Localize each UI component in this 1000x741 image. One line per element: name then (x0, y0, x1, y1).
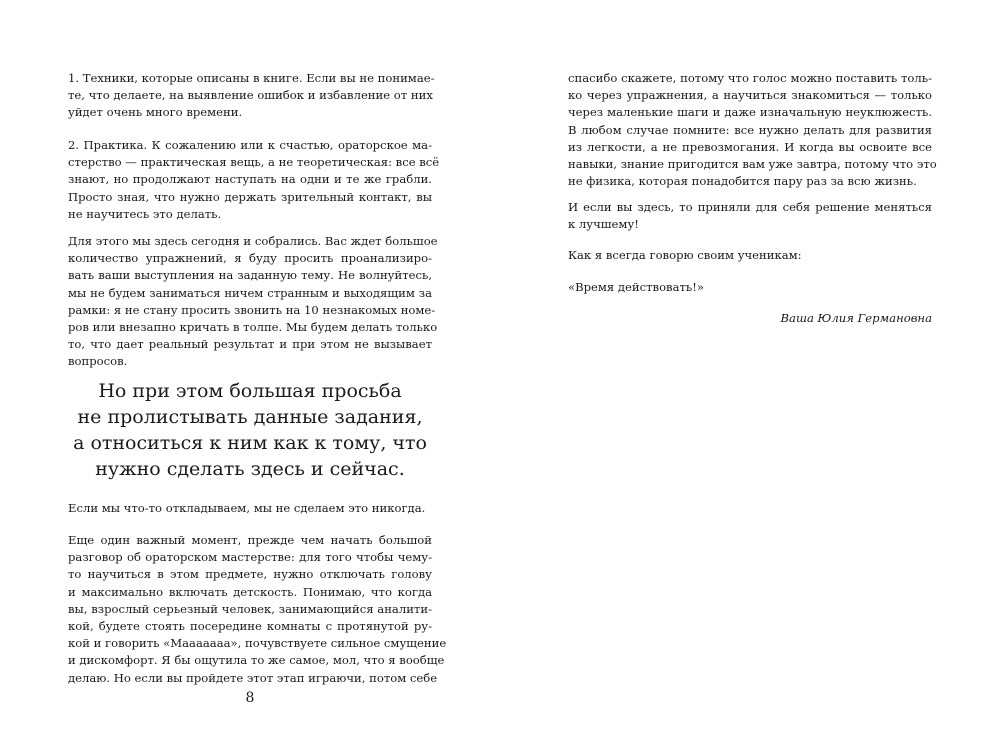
right-page (568, 0, 937, 741)
text-line: не научитесь это делать. (68, 206, 222, 221)
paragraph-exercises (68, 233, 438, 371)
text-line: через маленькие шаги и даже изначальную неуклюжесть. (568, 105, 932, 120)
text-line: Еще один важный момент, прежде чем начать большой (68, 533, 432, 547)
text-line: И если вы здесь, то приняли для себя решение меняться (568, 200, 932, 214)
author-signature: Ваша Юлия Германовна (780, 311, 932, 325)
quote-line: нужно сделать здесь и сейчас. (95, 458, 405, 480)
paragraph-techniques (68, 70, 435, 122)
text-line: кой, будете стоять посередине комнаты с протянутой ру- (68, 619, 432, 634)
left-page (68, 0, 447, 741)
quote-line: Но при этом большая просьба (98, 380, 402, 402)
paragraph-students (568, 247, 932, 264)
text-line: уйдет очень много времени. (68, 105, 243, 120)
text-line: мы не будем заниматься ничем странным и выходящим за (68, 285, 432, 300)
paragraph-gratitude (568, 70, 937, 190)
text-line: Просто зная, что нужно держать зрительный контакт, вы (68, 189, 432, 204)
page-number: 8 (245, 690, 255, 706)
text-line: Для этого мы здесь сегодня и собрались. Вас ждет большое (68, 234, 438, 248)
paragraph-motto (568, 279, 932, 296)
text-line: вать ваши выступления на заданную тему. Не волнуйтесь, (68, 268, 432, 283)
quote-line: а относиться к ним как к тому, что (73, 432, 427, 454)
text-line: количество упражнений, я буду просить проанализиро- (68, 251, 432, 266)
text-line: знают, но продолжают наступать на одни и те же грабли. (68, 172, 432, 187)
text-line: ко через упражнения, а научиться знакомиться — только (568, 88, 932, 103)
text-line: из легкости, а не превозмогания. И когда вы освоите все (568, 139, 932, 154)
text-line: «Время действовать!» (568, 280, 704, 294)
text-line: Если мы что-то откладываем, мы не сделаем это никогда. (68, 501, 426, 515)
text-line: вопросов. (68, 354, 128, 369)
text-line: к лучшему! (568, 217, 639, 232)
text-line: 2. Практика. К сожалению или к счастью, ораторское ма- (68, 138, 432, 152)
text-line: разговор об ораторском мастерстве: для того чтобы чему- (68, 550, 432, 565)
quote-line: не пролистывать данные задания, (77, 406, 423, 428)
paragraph-practice (68, 137, 440, 223)
text-line: не физика, которая понадобится пару раз за всю жизнь. (568, 174, 917, 189)
pull-quote (68, 378, 432, 482)
text-line: вы, взрослый серьезный человек, занимающийся аналити- (68, 601, 432, 616)
text-line: ров или внезапно кричать в толпе. Мы будем делать только (68, 320, 438, 335)
paragraph-postpone (68, 500, 432, 517)
paragraph-childishness (68, 532, 447, 687)
text-line: В любом случае помните: все нужно делать для развития (568, 122, 932, 137)
text-line: то научиться в этом предмете, нужно отключать голову (68, 567, 432, 582)
text-line: кой и говорить «Мааааааа», почувствуете сильное смущение (68, 636, 447, 651)
text-line: стерство — практическая вещь, а не теоретическая: все всё (68, 155, 440, 170)
paragraph-decision (568, 199, 932, 233)
text-line: 1. Техники, которые описаны в книге. Если вы не понимае- (68, 71, 435, 85)
text-line: и дискомфорт. Я бы ощутила то же самое, мол, что я вообще (68, 653, 445, 668)
text-line: навыки, знание пригодится вам уже завтра, потому что это (568, 157, 937, 172)
text-line: и максимально включать детскость. Понимаю, что когда (68, 584, 432, 599)
text-line: те, что делаете, на выявление ошибок и избавление от них (68, 88, 433, 103)
text-line: делаю. Но если вы пройдете этот этап играючи, потом себе (68, 670, 438, 685)
text-line: то, что дает реальный результат и при этом не вызывает (68, 337, 432, 352)
text-line: рамки: я не стану просить звонить на 10 незнакомых номе- (68, 302, 436, 317)
text-line: спасибо скажете, потому что голос можно поставить толь- (568, 71, 932, 85)
text-line: Как я всегда говорю своим ученикам: (568, 248, 802, 262)
